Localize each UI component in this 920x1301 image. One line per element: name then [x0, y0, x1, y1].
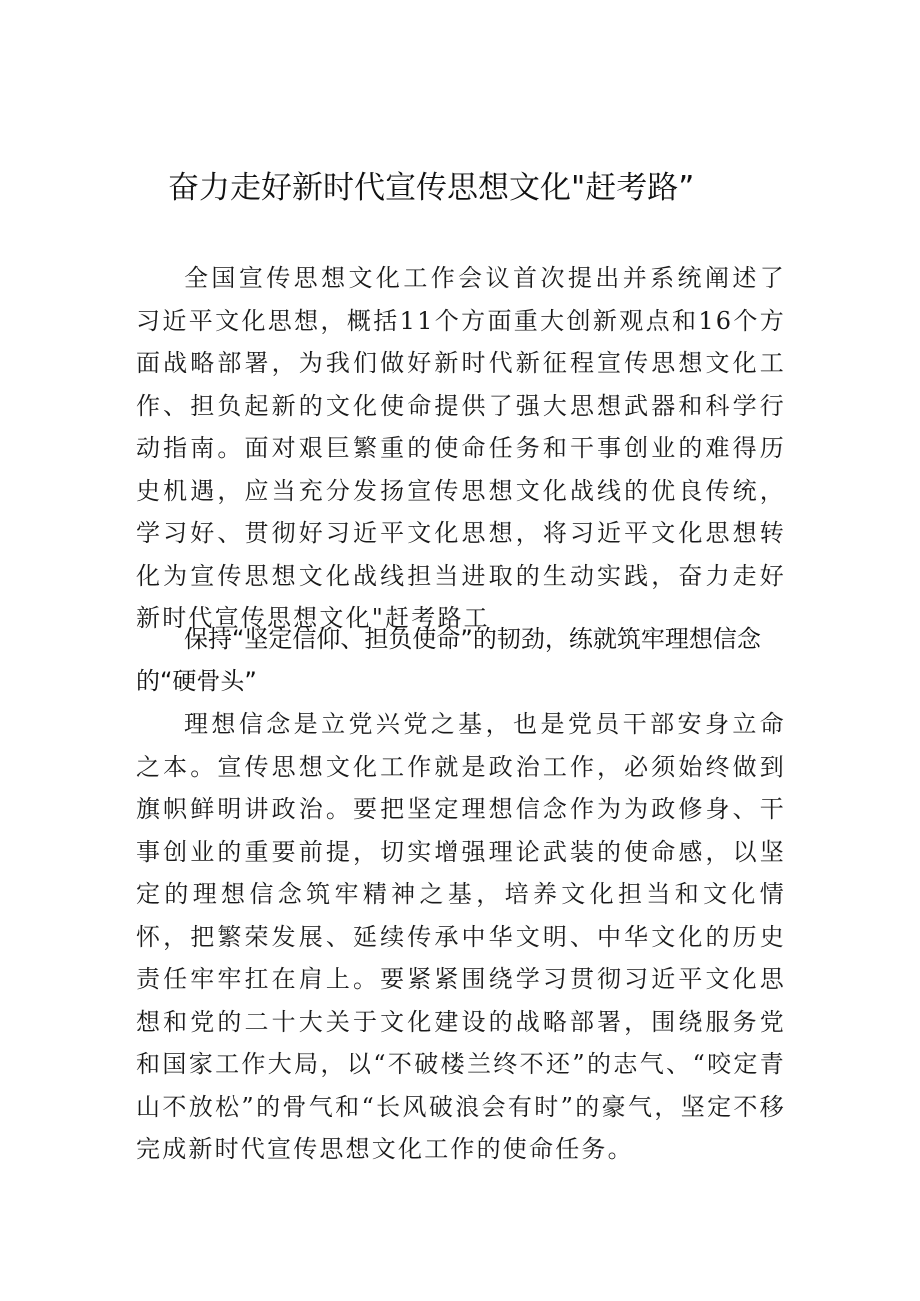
- intro-paragraph: 全国宣传思想文化工作会议首次提出并系统阐述了习近平文化思想，概括11个方面重大创新观点和16个方面战略部署，为我们做好新时代新征程宣传思想文化工作、担负起新的文化使命提供了强大思想武器和科学行动指南。面对艰巨繁重的使命任务和干事创业的难得历史机遇，应当充分发扬宣传思想文化战线的优良传统，学习好、贯彻好习近平文化思想，将习近平文化思想转化为宣传思想文化战线担当进取的生动实践，奋力走好新时代宣传思想文化"赶考路工: [136, 264, 786, 632]
- document-title: 奋力走好新时代宣传思想文化"赶考路”: [168, 170, 695, 206]
- section-paragraph: 理想信念是立党兴党之基，也是党员干部安身立命之本。宣传思想文化工作就是政治工作，必须始终做到旗帜鲜明讲政治。要把坚定理想信念作为为政修身、干事创业的重要前提，切实增强理论武装的使命感，以坚定的理想信念筑牢精神之基，培养文化担当和文化情怀，把繁荣发展、延续传承中华文明、中华文化的历史责任牢牢扛在肩上。要紧紧围绕学习贯彻习近平文化思想和党的二十大关于文化建设的战略部署，围绕服务党和国家工作大局，以“不破楼兰终不还”的志气、“咬定青山不放松”的骨气和“长风破浪会有时”的豪气，坚定不移完成新时代宣传思想文化工作的使命任务。: [136, 710, 786, 1163]
- section-heading: 保持“坚定信仰、担负使命”的韧劲，练就筑牢理想信念的“硬骨头”: [136, 625, 761, 695]
